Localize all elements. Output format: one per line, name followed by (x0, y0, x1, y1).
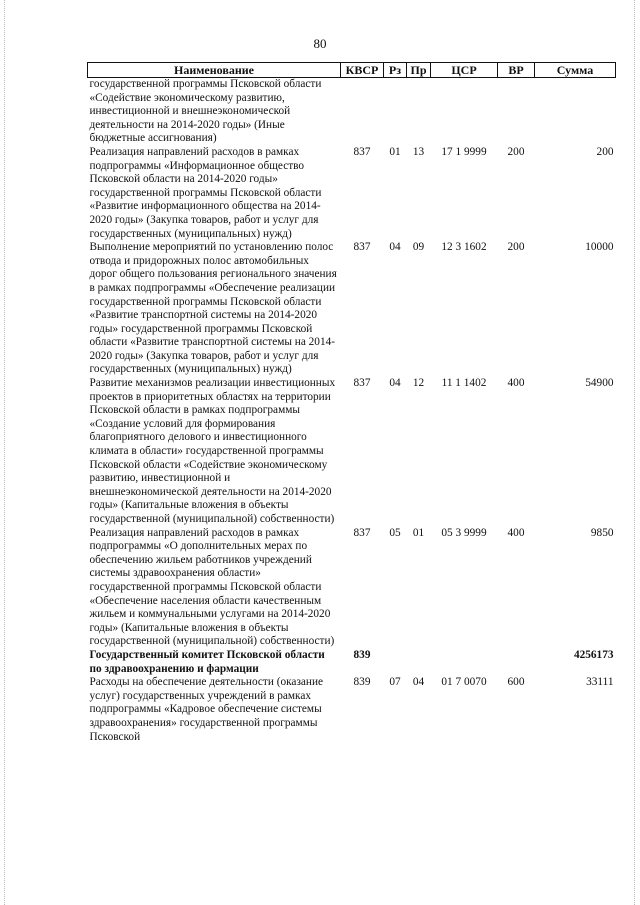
row-kvsr: 839 (353, 676, 371, 689)
row-name: Развитие механизмов реализации инвестиционных проектов в приоритетных областях на территории Псковской области в рамках подпрограммы «Создание условий для формирования благоприятного делового и инвестиционного климата в области» государственной программы Псковской области «Содействие экономическому развитию, инвестиционной и внешнеэкономической деятельности на 2014-2020 годы» (Капитальные вложения в объекты государственной (муниципальной) собственности) (89, 377, 336, 525)
row-vr: 200 (507, 241, 525, 254)
row-csr (431, 649, 498, 676)
row-pr: 04 (412, 676, 425, 689)
row-pr: 12 (412, 377, 425, 390)
row-vr: 600 (507, 676, 525, 689)
row-csr: 01 7 0070 (441, 676, 487, 689)
row-csr: 12 3 1602 (441, 241, 487, 254)
row-rz: 04 (389, 241, 401, 254)
row-rz (384, 649, 407, 676)
row-rz: 04 (389, 377, 401, 390)
header-csr: ЦСР (431, 63, 498, 78)
row-rz (384, 78, 407, 146)
row-name: государственной программы Псковской области «Содействие экономическому развитию, инвестиционной и внешнеэкономической деятельности на 2014-2020 годы» (Иные бюджетные ассигнования) (89, 78, 322, 145)
row-vr (498, 649, 535, 676)
header-pr: Пр (407, 63, 431, 78)
row-sum (535, 78, 616, 146)
table-row (88, 78, 616, 146)
header-kvsr: КВСР (341, 63, 384, 78)
budget-table (87, 62, 616, 744)
row-kvsr: 837 (353, 145, 371, 158)
row-name: Реализация направлений расходов в рамках подпрограммы «Информационное общество Псковской области на 2014-2020 годы» государственной программы Псковской области «Развитие информационного общества на 2014-2020 годы» (Закупка товаров, работ и услуг для государственных (муниципальных) нужд) (89, 145, 322, 240)
table-header-row (88, 63, 616, 78)
row-pr: 09 (412, 241, 425, 254)
row-kvsr: 839 (353, 648, 371, 661)
row-rz: 01 (389, 145, 401, 158)
table-row (88, 527, 616, 649)
row-rz: 05 (389, 526, 401, 539)
row-pr: 13 (412, 145, 425, 158)
table-row (88, 241, 616, 377)
row-vr (498, 78, 535, 146)
row-sum: 4256173 (573, 648, 614, 661)
row-name: Выполнение мероприятий по установлению полос отвода и придорожных полос автомобильных дорог общего пользования регионального значения в рамках подпрограммы «Обеспечение реализации государственной программы Псковской области «Развитие транспортной системы на 2014-2020 годы» государственной программы Псковской области «Развитие транспортной системы на 2014-2020 годы» (Закупка товаров, работ и услуг для государственных (муниципальных) нужд) (89, 241, 337, 376)
row-name: Расходы на обеспечение деятельности (оказание услуг) государственных учреждений в рамках подпрограммы «Кадровое обеспечение системы здравоохранения» государственной программы Псковской (89, 676, 324, 743)
row-vr: 400 (507, 377, 525, 390)
table-row (88, 676, 616, 744)
row-kvsr: 837 (353, 377, 371, 390)
row-vr: 200 (507, 145, 525, 158)
row-csr: 17 1 9999 (441, 145, 487, 158)
row-csr: 11 1 1402 (441, 377, 487, 390)
row-kvsr: 837 (353, 241, 371, 254)
row-sum: 9850 (590, 526, 614, 539)
header-rz: Рз (384, 63, 407, 78)
table-row (88, 146, 616, 241)
page-number: 80 (313, 36, 327, 51)
header-vr: ВР (498, 63, 535, 78)
row-pr (407, 78, 431, 146)
row-csr: 05 3 9999 (441, 526, 487, 539)
row-kvsr (341, 78, 384, 146)
row-sum: 200 (596, 145, 614, 158)
scan-edge-left (4, 0, 6, 905)
scan-edge-right (634, 0, 636, 905)
row-csr (431, 78, 498, 146)
row-name: Государственный комитет Псковской области по здравоохранению и фармации (89, 648, 325, 675)
header-name: Наименование (88, 63, 341, 78)
row-rz: 07 (389, 676, 401, 689)
table-row (88, 377, 616, 527)
header-sum: Сумма (535, 63, 616, 78)
row-name: Реализация направлений расходов в рамках подпрограммы «О дополнительных мерах по обеспечению жильем работников учреждений системы здравоохранения области» государственной программы Псковской области «Обеспечение населения области качественным жильем и коммунальными услугами на 2014-2020 годы» (Капитальные вложения в объекты государственной (муниципальной) собственности) (89, 526, 335, 648)
table-row-section (88, 649, 616, 676)
row-pr: 01 (412, 526, 425, 539)
row-sum: 10000 (585, 241, 614, 254)
row-kvsr: 837 (353, 526, 371, 539)
row-pr (407, 649, 431, 676)
row-sum: 33111 (586, 676, 614, 689)
row-vr: 400 (507, 526, 525, 539)
row-sum: 54900 (585, 377, 614, 390)
